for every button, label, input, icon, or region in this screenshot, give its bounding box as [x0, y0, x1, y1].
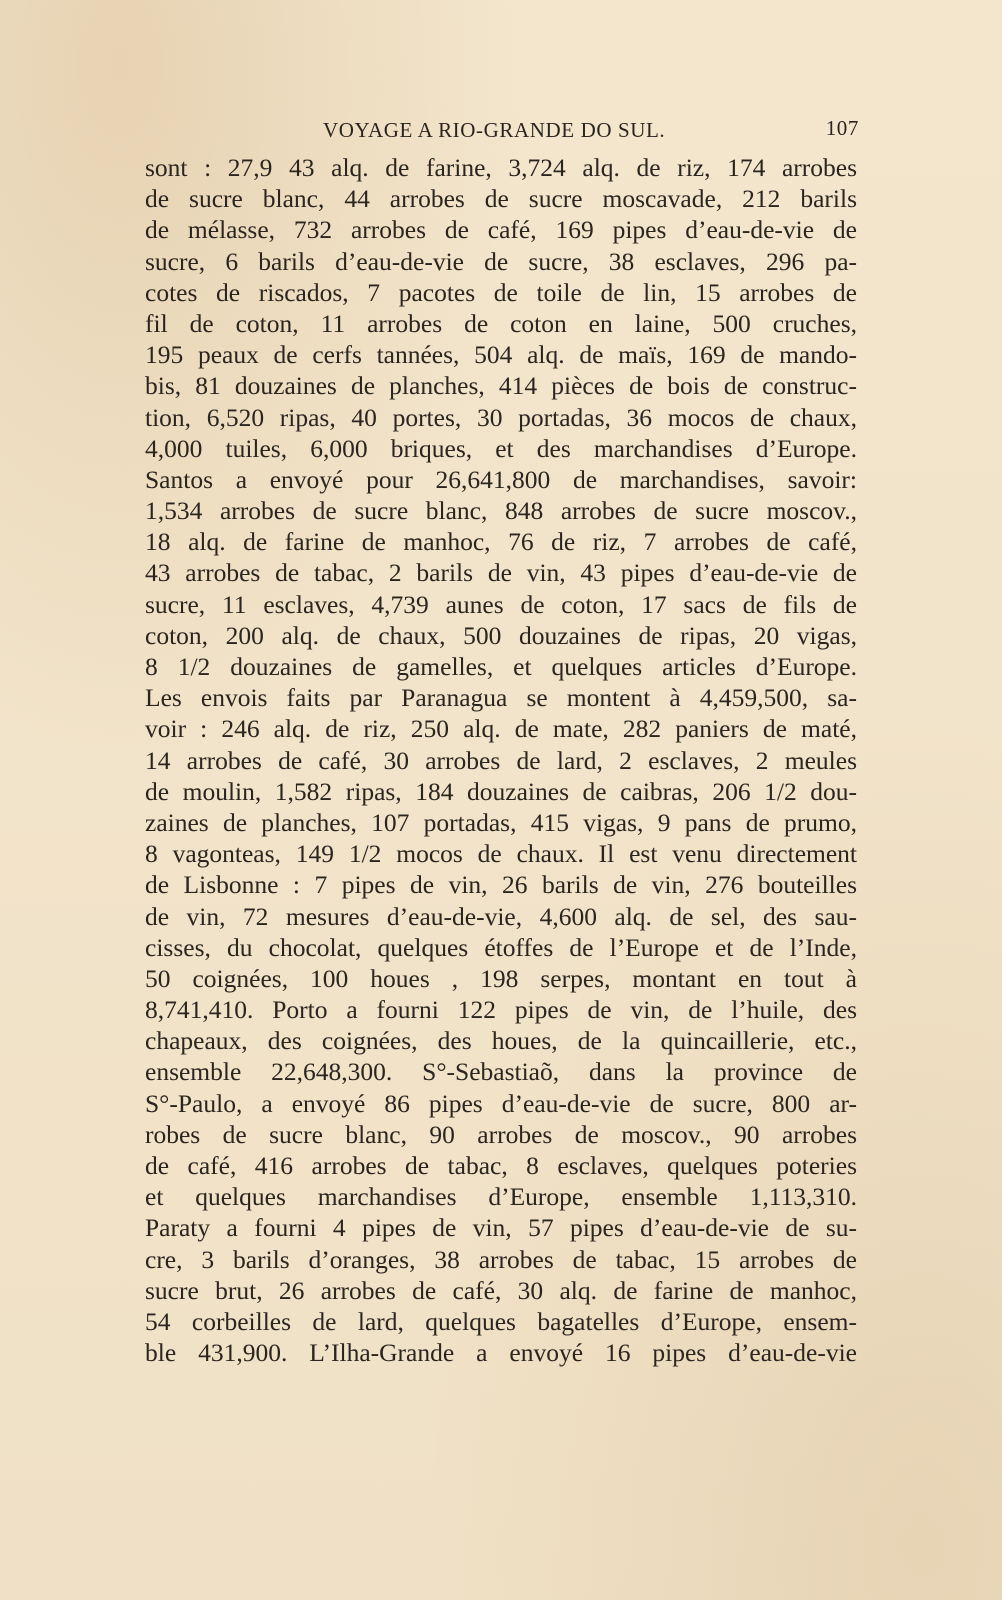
book-page: [145, 112, 857, 1572]
text-line: de vin, 72 mesures d’eau-de-vie, 4,600 alq. de sel, des sau-: [145, 901, 857, 931]
text-line: coton, 200 alq. de chaux, 500 douzaines de ripas, 20 vigas,: [145, 620, 857, 650]
text-line: sont : 27,9 43 alq. de farine, 3,724 alq. de riz, 174 arrobes: [145, 153, 857, 182]
text-line: 8 1/2 douzaines de gamelles, et quelques articles d’Europe.: [145, 652, 857, 681]
running-head: [145, 112, 857, 152]
text-line: chapeaux, des coignées, des houes, de la quincaillerie, etc.,: [145, 1026, 857, 1056]
text-line: voir : 246 alq. de riz, 250 alq. de mate, 282 paniers de maté,: [145, 714, 857, 744]
text-line: 195 peaux de cerfs tannées, 504 alq. de maïs, 169 de mando-: [145, 340, 857, 370]
text-line: et quelques marchandises d’Europe, ensemble 1,113,310.: [145, 1182, 857, 1212]
text-line: de mélasse, 732 arrobes de café, 169 pipes d’eau-de-vie de: [145, 215, 857, 245]
text-line: de café, 416 arrobes de tabac, 8 esclaves, quelques poteries: [145, 1151, 857, 1180]
text-line: 18 alq. de farine de manhoc, 76 de riz, 7 arrobes de café,: [145, 527, 857, 557]
text-line: Paraty a fourni 4 pipes de vin, 57 pipes d’eau-de-vie de su-: [145, 1213, 857, 1243]
text-line: 4,000 tuiles, 6,000 briques, et des marchandises d’Europe.: [145, 433, 857, 463]
text-line: 14 arrobes de café, 30 arrobes de lard, 2 esclaves, 2 meules: [145, 745, 857, 775]
running-title: VOYAGE A RIO-GRANDE DO SUL.: [323, 118, 666, 142]
text-line: S°-Paulo, a envoyé 86 pipes d’eau-de-vie de sucre, 800 ar-: [145, 1088, 857, 1118]
text-line: de sucre blanc, 44 arrobes de sucre moscavade, 212 barils: [145, 184, 857, 214]
text-line: bis, 81 douzaines de planches, 414 pièces de bois de construc-: [145, 371, 857, 401]
text-line: 8,741,410. Porto a fourni 122 pipes de vin, de l’huile, des: [145, 995, 857, 1025]
text-line: tion, 6,520 ripas, 40 portes, 30 portadas, 36 mocos de chaux,: [145, 402, 857, 432]
text-line: 43 arrobes de tabac, 2 barils de vin, 43 pipes d’eau-de-vie de: [145, 558, 857, 588]
text-line: cisses, du chocolat, quelques étoffes de l’Europe et de l’Inde,: [145, 932, 857, 962]
text-line: sucre, 11 esclaves, 4,739 aunes de coton, 17 sacs de fils de: [145, 589, 857, 619]
text-line: sucre brut, 26 arrobes de café, 30 alq. de farine de manhoc,: [145, 1275, 857, 1305]
text-line: fil de coton, 11 arrobes de coton en laine, 500 cruches,: [145, 308, 857, 338]
text-line: 50 coignées, 100 houes , 198 serpes, montant en tout à: [145, 963, 857, 993]
text-line: zaines de planches, 107 portadas, 415 vigas, 9 pans de prumo,: [145, 807, 857, 837]
body-text: [145, 152, 857, 1368]
text-line: 8 vagonteas, 149 1/2 mocos de chaux. Il est venu directement: [145, 839, 857, 869]
text-line: cre, 3 barils d’oranges, 38 arrobes de tabac, 15 arrobes de: [145, 1244, 857, 1274]
text-line: Les envois faits par Paranagua se montent à 4,459,500, sa-: [145, 683, 857, 713]
text-line: cotes de riscados, 7 pacotes de toile de lin, 15 arrobes de: [145, 277, 857, 307]
text-line: 54 corbeilles de lard, quelques bagatelles d’Europe, ensem-: [145, 1306, 857, 1336]
text-line: sucre, 6 barils d’eau-de-vie de sucre, 38 esclaves, 296 pa-: [145, 246, 857, 276]
text-line: ensemble 22,648,300. S°-Sebastiaõ, dans la province de: [145, 1057, 857, 1087]
text-line: 1,534 arrobes de sucre blanc, 848 arrobes de sucre moscov.,: [145, 496, 857, 526]
text-line: de moulin, 1,582 ripas, 184 douzaines de caibras, 206 1/2 dou-: [145, 776, 857, 806]
page-number: 107: [825, 116, 859, 140]
text-line: robes de sucre blanc, 90 arrobes de moscov., 90 arrobes: [145, 1119, 857, 1149]
text-line: Santos a envoyé pour 26,641,800 de marchandises, savoir:: [145, 464, 857, 494]
text-line: de Lisbonne : 7 pipes de vin, 26 barils de vin, 276 bouteilles: [145, 870, 857, 900]
text-line: ble 431,900. L’Ilha-Grande a envoyé 16 pipes d’eau-de-vie: [145, 1338, 857, 1368]
